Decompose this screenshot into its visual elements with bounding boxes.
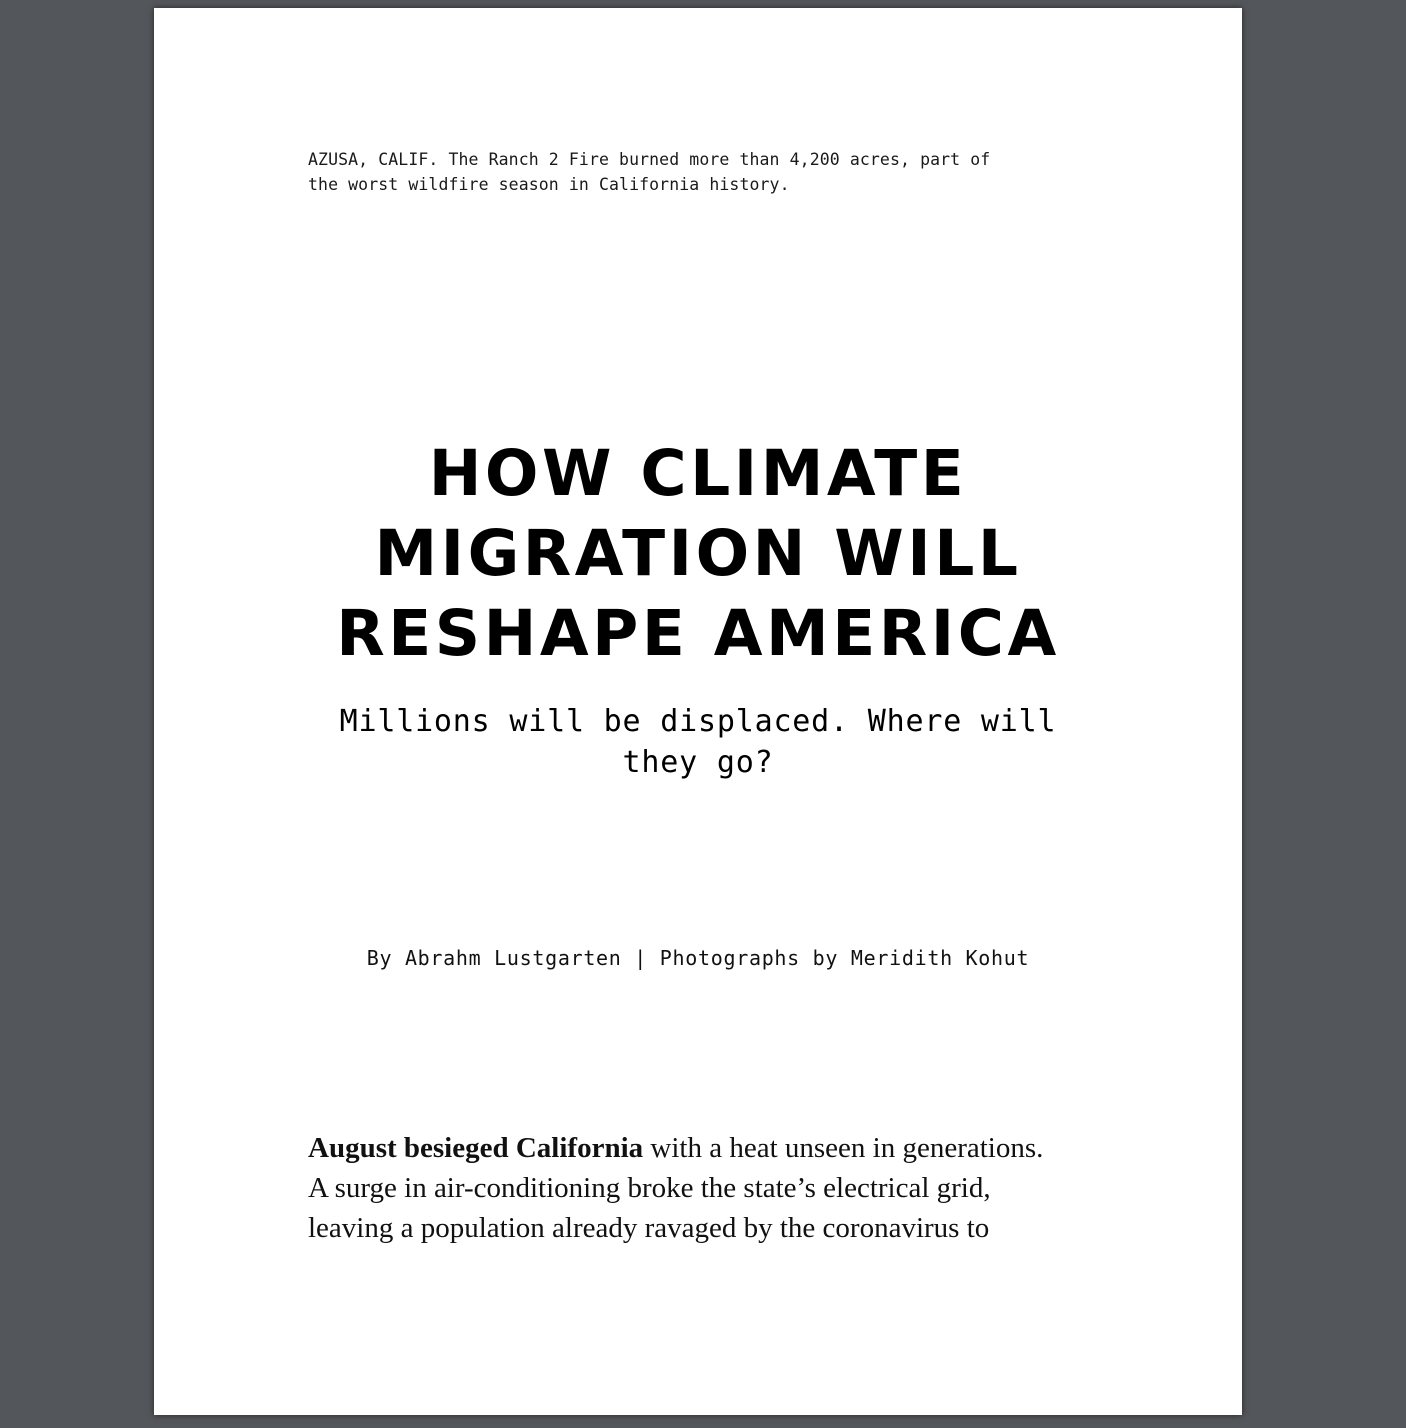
article-body	[308, 1128, 1128, 1248]
byline: By Abrahm Lustgarten | Photographs by Meridith Kohut	[366, 946, 1030, 970]
headline: HOW CLIMATE MIGRATION WILL RESHAPE AMERICA	[336, 437, 1060, 670]
photo-caption: AZUSA, CALIF. The Ranch 2 Fire burned more than 4,200 acres, part of the worst wildfire season in California history.	[308, 150, 991, 194]
body-paragraph-text: with a heat unseen in generations. A surge in air-conditioning broke the state’s electrical grid, leaving a population already ravaged by the coronavirus to	[308, 1132, 1044, 1244]
document-page	[154, 8, 1242, 1415]
lead-in-text: August besieged California	[308, 1132, 644, 1164]
subheadline: Millions will be displaced. Where will they go?	[339, 704, 1057, 780]
